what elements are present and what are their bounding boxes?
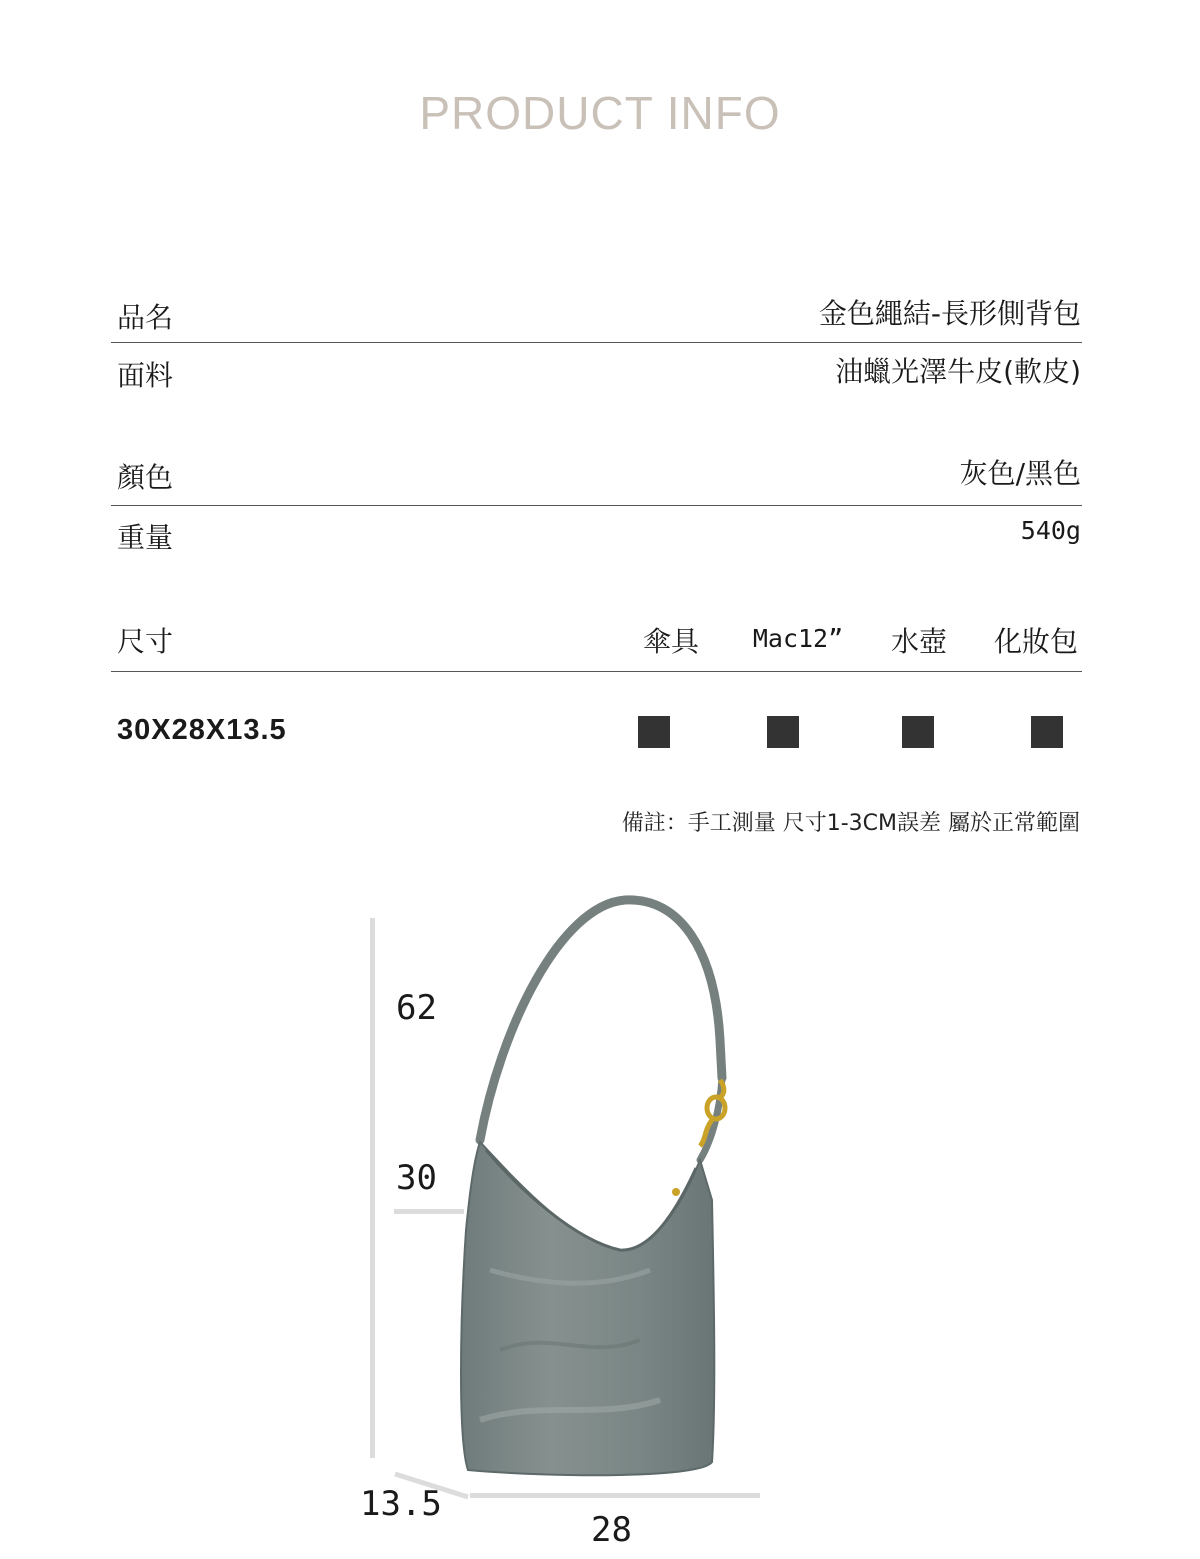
- spec-name-value: 金色繩結-長形側背包: [818, 297, 1081, 330]
- fit-umbrella-check: [638, 716, 670, 748]
- bag-height-label: 30: [396, 1158, 437, 1198]
- divider: [111, 505, 1082, 506]
- fit-column-mac: Mac12”: [752, 624, 844, 653]
- width-measure-line: [470, 1493, 760, 1498]
- fit-column-umbrella: 傘具: [642, 625, 699, 658]
- fit-column-pouch: 化妝包: [993, 625, 1078, 658]
- bag-illustration: [0, 880, 1200, 1559]
- spec-material-label: 面料: [117, 359, 174, 392]
- divider: [111, 342, 1082, 343]
- spec-name-label: 品名: [117, 301, 174, 334]
- divider: [111, 671, 1082, 672]
- height-measure-line: [370, 918, 375, 1458]
- size-value: 30X28X13.5: [117, 714, 287, 746]
- spec-weight-label: 重量: [117, 521, 174, 554]
- strap: [480, 900, 722, 1140]
- fit-column-bottle: 水壺: [890, 625, 947, 658]
- bag-height-marker: [394, 1209, 464, 1214]
- spec-material-value: 油蠟光澤牛皮(軟皮): [835, 355, 1081, 388]
- spec-weight-value: 540g: [1020, 516, 1081, 545]
- fit-mac-check: [767, 716, 799, 748]
- width-label: 28: [591, 1510, 632, 1550]
- measurement-note: 備註：手工測量 尺寸1-3CM誤差 屬於正常範圍: [621, 811, 1080, 836]
- fit-pouch-check: [1031, 716, 1063, 748]
- size-label: 尺寸: [117, 625, 174, 658]
- depth-label: 13.5: [360, 1484, 442, 1524]
- total-height-label: 62: [396, 988, 437, 1028]
- page-title: PRODUCT INFO: [419, 87, 781, 139]
- spec-color-label: 顏色: [117, 461, 174, 494]
- spec-color-value: 灰色/黑色: [959, 457, 1081, 490]
- fit-bottle-check: [902, 716, 934, 748]
